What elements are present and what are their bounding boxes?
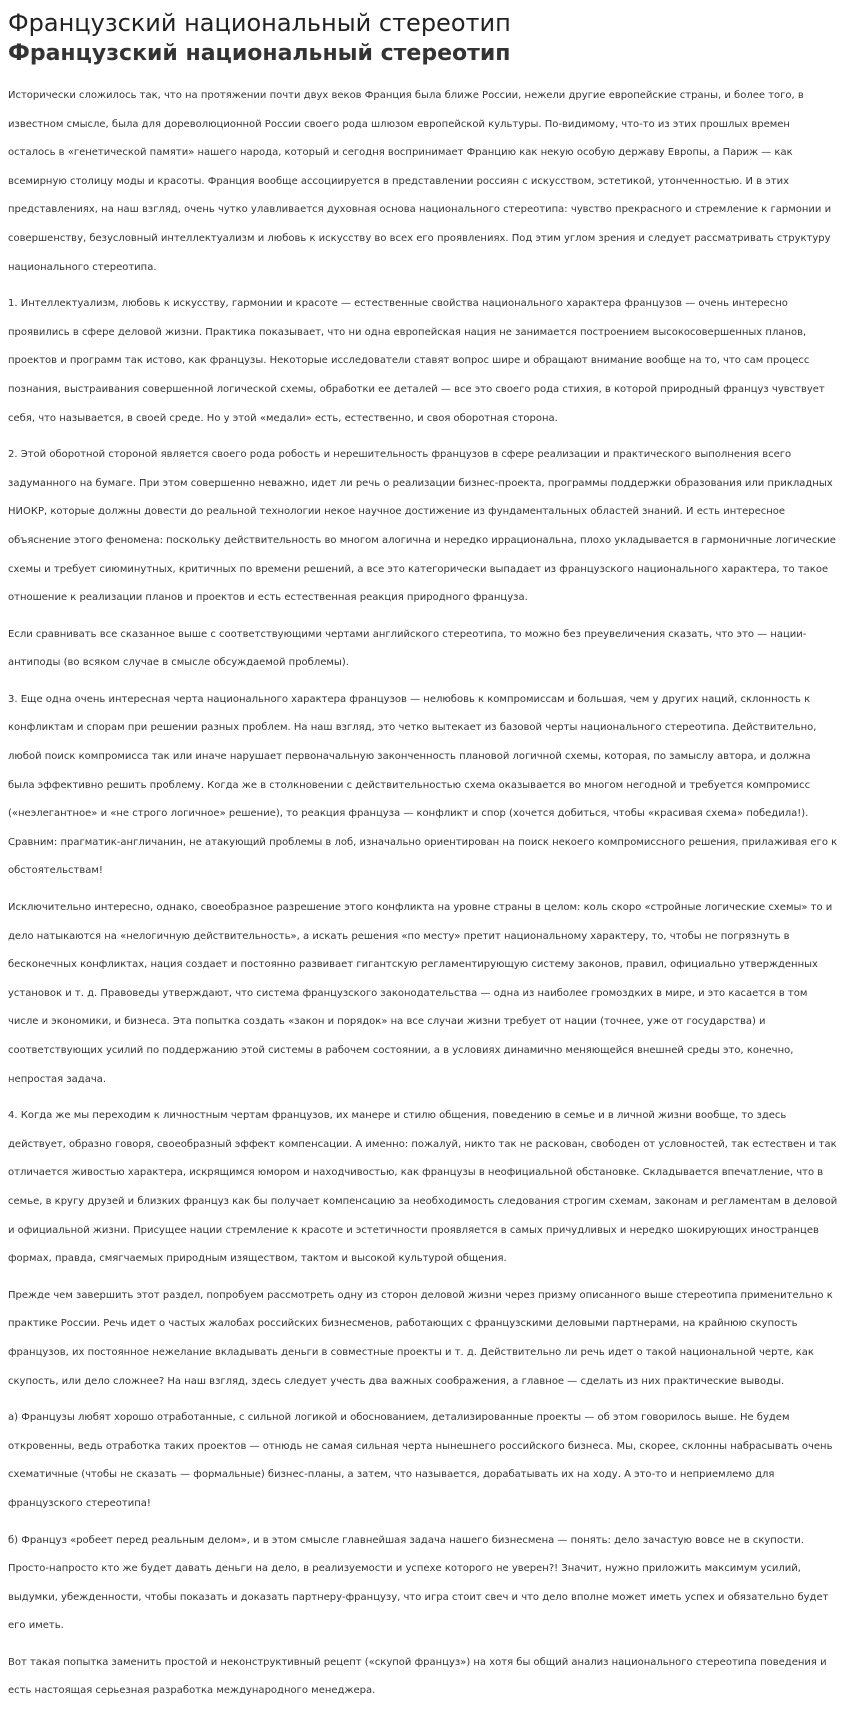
- article-paragraph: Исключительно интересно, однако, своеобразное разрешение этого конфликта на уровне страны в целом: коль скоро «стройные логические схемы» то и дело натыкаются на «нелогичную действительность», а искать решения «по месту» претит национальному характеру, то, чтобы не погрязнуть в бесконечных конфликтах, нация создает и постоянно развивает гигантскую регламентирующую систему законов, правил, официально утвержденных установок и т. д. Правоведы утверждают, что система французского законодательства — одна из наиболее громоздких в мире, и это касается в том числе и экономики, и бизнеса. Эта попытка создать «закон и порядок» на все случаи жизни требует от нации (точнее, уже от государства) и соответствующих усилий по поддержанию этой системы в рабочем состоянии, а в условиях динамично меняющейся внешней среды это, конечно, непростая задача.: [8, 902, 833, 1085]
- article-paragraph: 2. Этой оборотной стороной является своего рода робость и нерешительность французов в сфере реализации и практического выполнения всего задуманного на бумаге. При этом совершенно неважно, идет ли речь о реализации бизнес-проекта, программы поддержки образования или прикладных НИОКР, которые должны довести до реальной технологии некое научное достижение из фундаментальных областей знаний. И есть интересное объяснение этого феномена: поскольку действительность во многом алогична и нередко иррациональна, плохо укладывается в гармоничные логические схемы и требует сиюминутных, критичных по времени решений, а все это категорически выпадает из французского национального характера, то такое отношение к реализации планов и проектов и есть естественная реакция природного француза.: [8, 449, 836, 604]
- article-body: [8, 82, 840, 1706]
- article-paragraph: Исторически сложилось так, что на протяжении почти двух веков Франция была ближе России, нежели другие европейские страны, и более того, в известном смысле, была для дореволюционной России своего рода шлюзом европейской культуры. По-видимому, что-то из этих прошлых времен осталось в «генетической памяти» нашего народа, который и сегодня воспринимает Францию как некую особую державу Европы, а Париж — как всемирную столицу моды и красоты. Франция вообще ассоциируется в представлении россиян с искусством, эстетикой, утонченностью. И в этих представлениях, на наш взгляд, очень чутко улавливается духовная основа национального стереотипа: чувство прекрасного и стремление к гармонии и совершенству, безусловный интеллектуализм и любовь к искусству во всех его проявлениях. Под этим углом зрения и следует рассматривать структуру национального стереотипа.: [8, 90, 832, 273]
- article-paragraph: 4. Когда же мы переходим к личностным чертам французов, их манере и стилю общения, поведению в семье и в личной жизни вообще, то здесь действует, образно говоря, своеобразный эффект компенсации. А именно: пожалуй, никто так не раскован, свободен от условностей, так естествен и так отличается живостью характера, искрящимся юмором и находчивостью, как французы в неофициальной обстановке. Складывается впечатление, что в семье, в кругу друзей и близких француз как бы получает компенсацию за необходимость следования строгим схемам, законам и регламентам в деловой и официальной жизни. Присущее нации стремление к красоте и эстетичности проявляется в самых причудливых и нередко шокирующих иностранцев формах, правда, смягчаемых природным изяществом, тактом и высокой культурой общения.: [8, 1110, 838, 1265]
- article-heading: Французский национальный стереотип: [8, 41, 511, 66]
- article-paragraph: Если сравнивать все сказанное выше с соответствующими чертами английского стереотипа, то можно без преувеличения сказать, что это — нации-антиподы (во всяком случае в смысле обсуждаемой проблемы).: [8, 628, 807, 669]
- page-title: Французский национальный стереотип: [8, 9, 511, 37]
- article-paragraph: 3. Еще одна очень интересная черта национального характера французов — нелюбовь к компромиссам и большая, чем у других наций, склонность к конфликтам и спорам при решении разных проблем. На наш взгляд, это четко вытекает из базовой черты национального стереотипа. Действительно, любой поиск компромисса так или иначе нарушает первоначальную законченность плановой логичной схемы, которая, по замыслу автора, и должна была эффективно решить проблему. Когда же в столкновении с действительностью схема оказывается во многом негодной и требуется компромисс («неэлегантное» и «не строго логичное» решение), то реакция француза — конфликт и спор (хочется добиться, чтобы «красивая схема» победила!). Сравним: прагматик-англичанин, не атакующий проблемы в лоб, изначально ориентирован на поиск некоего компромиссного решения, прилаживая его к обстоятельствам!: [8, 693, 838, 877]
- article-paragraph: а) Французы любят хорошо отработанные, с сильной логикой и обоснованием, детализированные проекты — об этом говорилось выше. Не будем откровенны, ведь отработка таких проектов — отнюдь не самая сильная черта нынешнего российского бизнеса. Мы, скорее, склонны набрасывать очень схематичные (чтобы не сказать — формальные) бизнес-планы, а затем, что называется, дорабатывать их на ходу. А это-то и неприемлемо для французского стереотипа!: [8, 1412, 833, 1509]
- article-paragraph: б) Француз «робеет перед реальным делом», и в этом смысле главнейшая задача нашего бизнесмена — понять: дело зачастую вовсе не в скупости. Просто-напросто кто же будет давать деньги на дело, в реализуемости и успехе которого не уверен?! Значит, нужно приложить максимум усилий, выдумки, убежденности, чтобы показать и доказать партнеру-французу, что игра стоит свеч и что дело вполне может иметь успех и обязательно будет его иметь.: [8, 1534, 829, 1632]
- article-paragraph: 1. Интеллектуализм, любовь к искусству, гармонии и красоте — естественные свойства национального характера французов — очень интересно проявились в сфере деловой жизни. Практика показывает, что ни одна европейская нация не занимается построением высокосовершенных планов, проектов и программ так истово, как французы. Некоторые исследователи ставят вопрос шире и обращают внимание вообще на то, что сам процесс познания, выстраивания совершенной логической схемы, обработки ее деталей — все это своего рода стихия, в которой природный француз чувствует себя, что называется, в своей среде. Но у этой «медали» есть, естественно, и своя оборотная сторона.: [8, 298, 825, 424]
- article-paragraph: Вот такая попытка заменить простой и неконструктивный рецепт («скупой француз») на хотя бы общий анализ национального стереотипа поведения и есть настоящая серьезная разработка международного менеджера.: [8, 1656, 827, 1697]
- article-paragraph: Прежде чем завершить этот раздел, попробуем рассмотреть одну из сторон деловой жизни через призму описанного выше стереотипа применительно к практике России. Речь идет о частых жалобах российских бизнесменов, работающих с французскими деловыми партнерами, на крайнюю скупость французов, их постоянное нежелание вкладывать деньги в совместные проекты и т. д. Действительно ли речь идет о такой национальной черте, как скупость, или дело сложнее? На наш взгляд, здесь следует учесть два важных соображения, а главное — сделать из них практические выводы.: [8, 1289, 833, 1387]
